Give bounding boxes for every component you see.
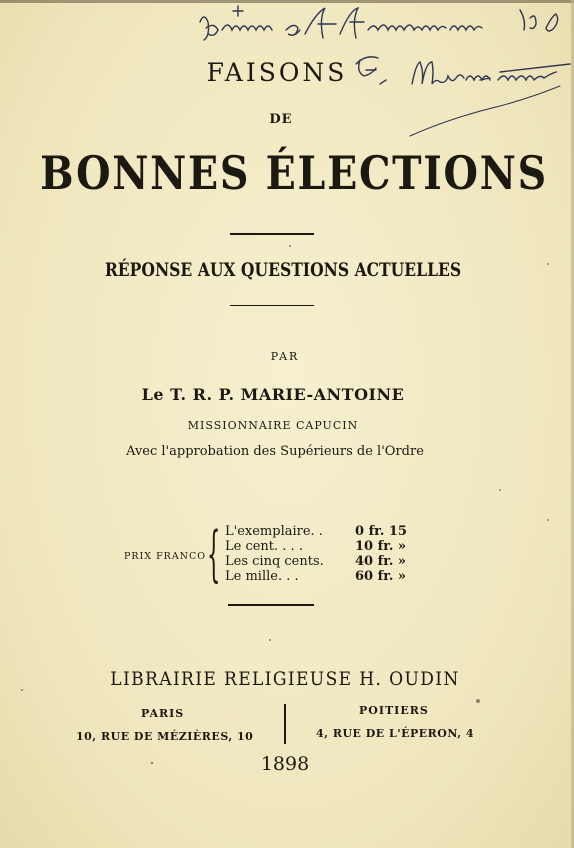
price-row-label: Les cinq cents. [225, 554, 324, 569]
location-city-poitiers: POITIERS [359, 704, 429, 717]
approbation-text: Avec l'approbation des Supérieurs de l'Ordre [126, 444, 424, 459]
location-city-paris: PARIS [141, 707, 185, 720]
location-address-paris: 10, RUE DE MÉZIÈRES, 10 [76, 730, 254, 743]
price-label: PRIX FRANCO [124, 551, 207, 562]
price-row-value: 60 fr. » [355, 569, 407, 584]
subtitle: RÉPONSE AUX QUESTIONS ACTUELLES [104, 259, 462, 281]
price-row-label: Le mille. . . [225, 569, 299, 584]
author-role: MISSIONNAIRE CAPUCIN [187, 419, 359, 432]
price-row-value: 0 fr. 15 [355, 524, 407, 539]
par-label: PAR [270, 350, 300, 363]
title-line-1: FAISONS [206, 58, 348, 87]
brace-symbol: { [207, 519, 221, 589]
price-row-value: 10 fr. » [355, 539, 407, 554]
price-row-value: 40 fr. » [355, 554, 407, 569]
publisher-name: LIBRAIRIE RELIGIEUSE H. OUDIN [110, 668, 460, 690]
publication-year: 1898 [260, 753, 310, 775]
price-row-label: L'exemplaire. . [225, 524, 323, 539]
author-name: Le T. R. P. MARIE-ANTOINE [141, 385, 405, 404]
main-title: BONNES ÉLECTIONS [40, 146, 548, 200]
title-line-2: DE [269, 112, 293, 127]
price-row-label: Le cent. . . . [225, 539, 303, 554]
location-address-poitiers: 4, RUE DE L'ÉPERON, 4 [316, 727, 475, 740]
